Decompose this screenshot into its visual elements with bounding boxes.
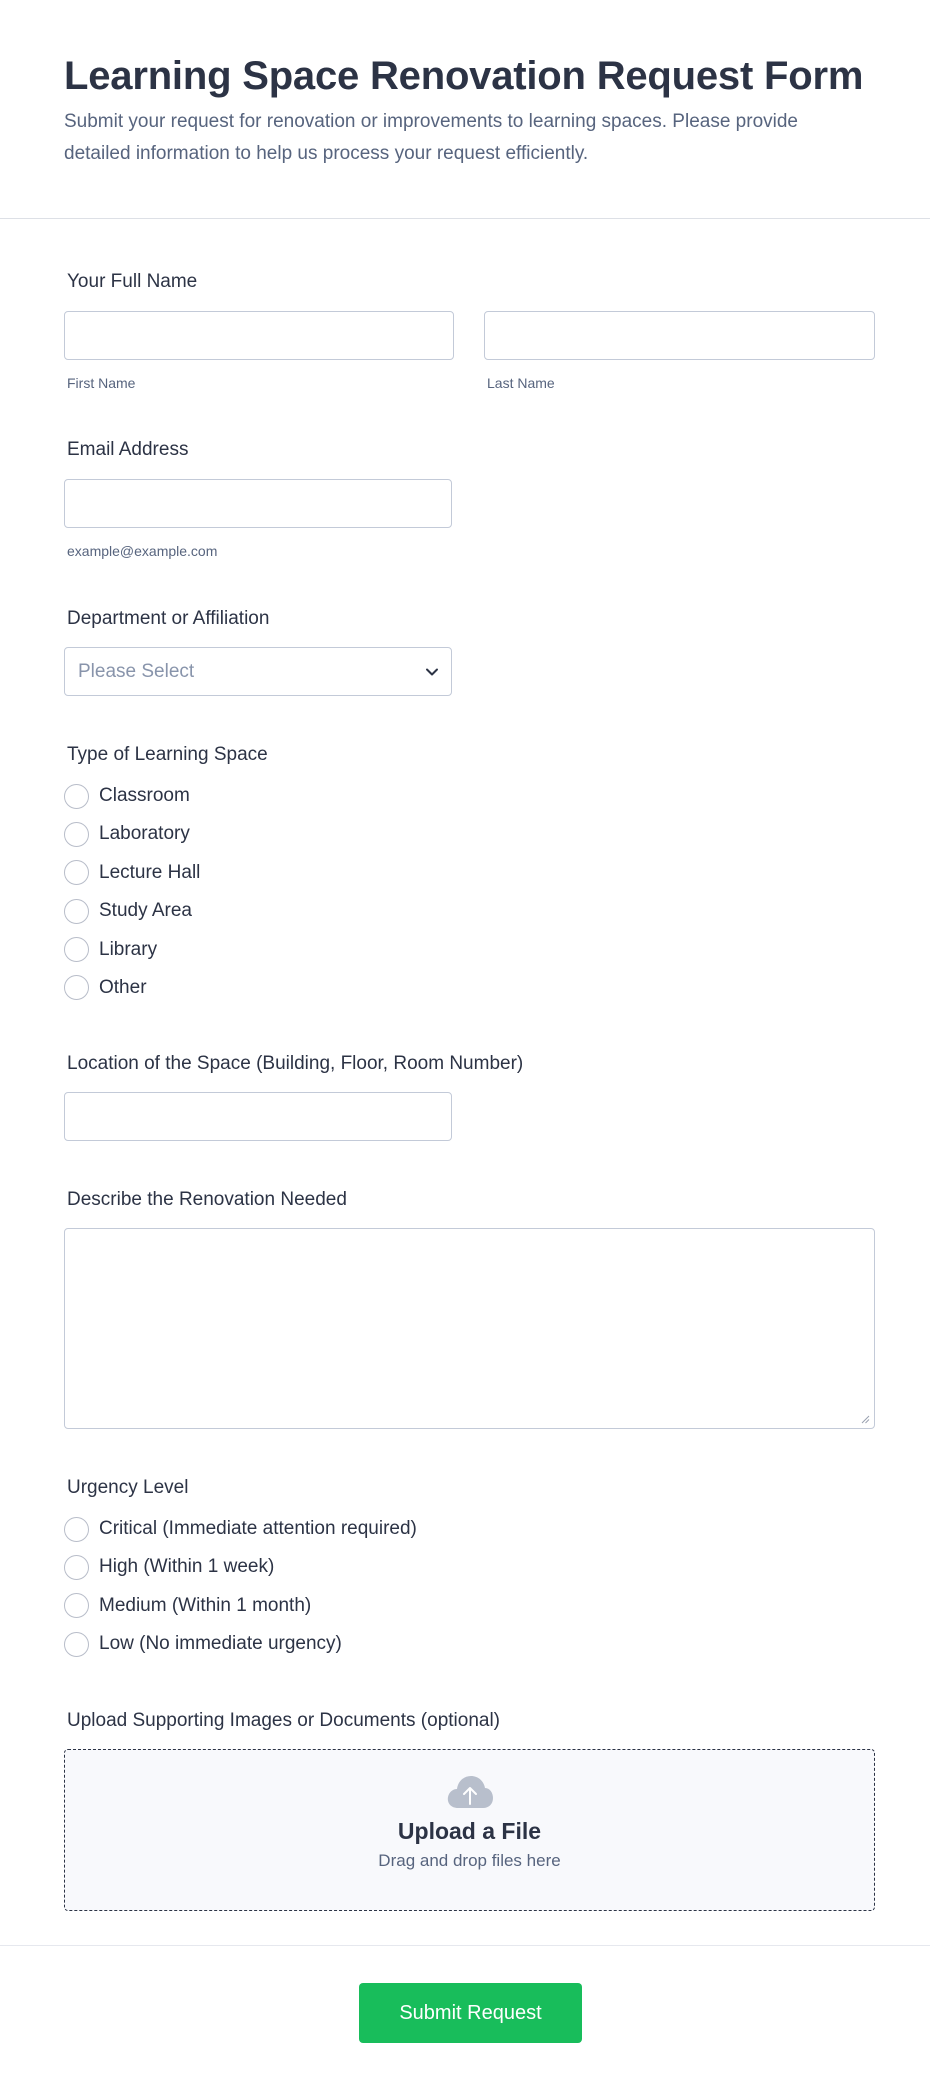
radio-label: Other — [99, 976, 147, 998]
first-name-sublabel: First Name — [67, 375, 136, 391]
radio-button[interactable] — [64, 1593, 89, 1618]
radio-button[interactable] — [64, 784, 89, 809]
last-name-input[interactable] — [484, 311, 875, 360]
department-select-value: Please Select — [78, 660, 195, 682]
radio-button[interactable] — [64, 1555, 89, 1580]
radio-button[interactable] — [64, 822, 89, 847]
radio-button[interactable] — [64, 975, 89, 1000]
radio-option-high[interactable] — [64, 1553, 417, 1581]
radio-label: Library — [99, 938, 158, 960]
full-name-label: Your Full Name — [67, 271, 198, 292]
radio-button[interactable] — [64, 860, 89, 885]
chevron-down-icon — [425, 667, 439, 677]
department-select[interactable] — [64, 647, 452, 696]
location-input[interactable] — [64, 1092, 452, 1141]
first-name-input[interactable] — [64, 311, 454, 360]
radio-option-low[interactable] — [64, 1630, 417, 1658]
last-name-sublabel: Last Name — [487, 375, 555, 391]
radio-label: Critical (Immediate attention required) — [99, 1518, 417, 1539]
description-textarea[interactable] — [64, 1228, 875, 1429]
radio-label: Classroom — [99, 785, 190, 806]
submit-button[interactable]: Submit Request — [359, 1983, 582, 2043]
upload-label: Upload Supporting Images or Documents (optional) — [67, 1710, 501, 1731]
radio-option-laboratory[interactable] — [64, 820, 200, 848]
email-input[interactable] — [64, 479, 452, 528]
form-footer — [0, 1945, 930, 2091]
radio-button[interactable] — [64, 899, 89, 924]
urgency-radio-group — [64, 1515, 417, 1658]
resize-grip-icon[interactable] — [861, 1415, 870, 1424]
upload-subtitle: Drag and drop files here — [378, 1851, 561, 1870]
radio-label: Study Area — [99, 900, 192, 922]
upload-title: Upload a File — [397, 1818, 542, 1844]
page-title: Learning Space Renovation Request Form — [64, 54, 864, 98]
radio-label: High (Within 1 week) — [99, 1556, 275, 1578]
space-type-radio-group — [64, 782, 200, 1002]
location-label: Location of the Space (Building, Floor, Room Number) — [67, 1053, 524, 1074]
department-label: Department or Affiliation — [67, 608, 270, 629]
radio-label: Laboratory — [99, 823, 190, 845]
radio-option-classroom[interactable] — [64, 782, 200, 810]
cloud-upload-icon — [445, 1774, 495, 1812]
radio-option-other[interactable] — [64, 974, 200, 1002]
radio-option-lecture-hall[interactable] — [64, 859, 200, 887]
file-upload-dropzone[interactable] — [64, 1749, 875, 1911]
description-label: Describe the Renovation Needed — [67, 1189, 347, 1210]
urgency-label: Urgency Level — [67, 1477, 189, 1498]
radio-label: Low (No immediate urgency) — [99, 1633, 342, 1655]
radio-option-medium[interactable] — [64, 1592, 417, 1620]
radio-option-library[interactable] — [64, 936, 200, 964]
radio-label: Lecture Hall — [99, 861, 201, 883]
radio-option-critical[interactable] — [64, 1515, 417, 1543]
space-type-label: Type of Learning Space — [67, 744, 268, 765]
radio-button[interactable] — [64, 1517, 89, 1542]
email-label: Email Address — [67, 439, 189, 460]
radio-button[interactable] — [64, 937, 89, 962]
radio-option-study-area[interactable] — [64, 897, 200, 925]
form-body — [0, 219, 930, 1941]
email-sublabel: example@example.com — [67, 543, 218, 559]
radio-button[interactable] — [64, 1632, 89, 1657]
form-header — [0, 0, 930, 219]
radio-label: Medium (Within 1 month) — [99, 1594, 312, 1616]
page-subtitle: Submit your request for renovation or improvements to learning spaces. Please provide detailed information to help us process your request efficiently. — [64, 111, 798, 164]
